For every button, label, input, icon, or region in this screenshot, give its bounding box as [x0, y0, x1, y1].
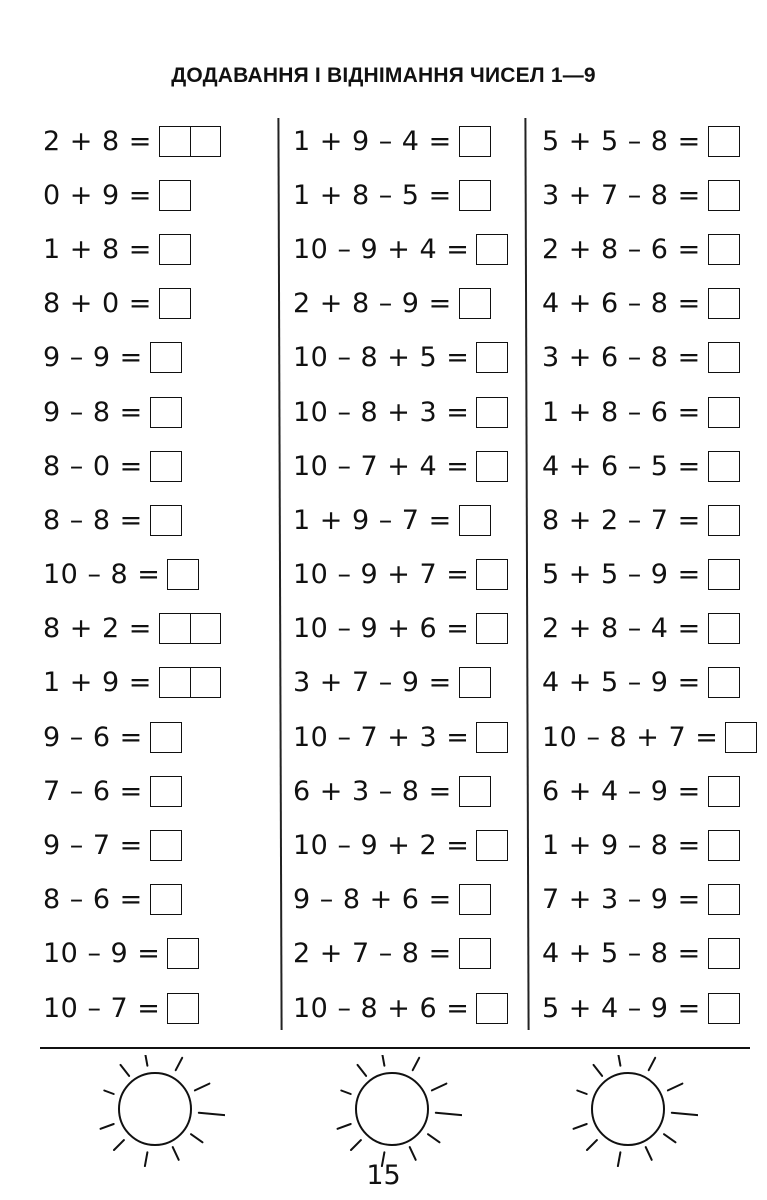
- equation-row: [293, 439, 508, 493]
- equation-text: 9 – 9 =: [43, 342, 143, 374]
- equation-row: [542, 818, 757, 872]
- equation-row: [293, 331, 508, 385]
- equation-row: [542, 764, 757, 818]
- equation-text: 1 + 9 =: [43, 667, 152, 699]
- equation-row: [293, 168, 508, 222]
- answer-box[interactable]: [459, 938, 491, 969]
- equation-row: [293, 656, 508, 710]
- equation-text: 10 – 9 =: [43, 938, 161, 970]
- answer-cell[interactable]: [709, 994, 739, 1023]
- equation-row: [43, 764, 221, 818]
- equation-row: [542, 385, 757, 439]
- equation-row: [43, 222, 221, 276]
- equation-text: 4 + 6 – 5 =: [542, 450, 701, 482]
- answer-cell[interactable]: [709, 560, 739, 589]
- equation-row: [542, 602, 757, 656]
- answer-cell[interactable]: [477, 235, 507, 264]
- answer-cell[interactable]: [160, 235, 190, 264]
- answer-cell[interactable]: [168, 939, 198, 968]
- answer-cell[interactable]: [477, 560, 507, 589]
- equation-text: 10 – 8 + 6 =: [293, 992, 470, 1024]
- answer-box[interactable]: [708, 397, 740, 428]
- equation-row: [293, 277, 508, 331]
- answer-box[interactable]: [150, 776, 182, 807]
- equation-row: [43, 818, 221, 872]
- equation-text: 6 + 3 – 8 =: [293, 775, 452, 807]
- equation-text: 9 – 8 =: [43, 396, 143, 428]
- answer-box[interactable]: [708, 180, 740, 211]
- equation-text: 8 – 6 =: [43, 884, 143, 916]
- answer-box[interactable]: [159, 667, 221, 698]
- equation-text: 9 – 6 =: [43, 721, 143, 753]
- equation-text: 9 – 8 + 6 =: [293, 884, 452, 916]
- answer-cell[interactable]: [709, 452, 739, 481]
- answer-box[interactable]: [159, 126, 221, 157]
- answer-box[interactable]: [459, 776, 491, 807]
- equation-row: [293, 927, 508, 981]
- equation-text: 5 + 5 – 8 =: [542, 125, 701, 157]
- equation-row: [43, 385, 221, 439]
- equation-text: 8 – 0 =: [43, 450, 143, 482]
- equation-text: 10 – 7 + 4 =: [293, 450, 470, 482]
- answer-cell[interactable]: [160, 181, 190, 210]
- equation-row: [542, 656, 757, 710]
- sun-icon: [568, 1055, 698, 1167]
- answer-cell[interactable]: [151, 452, 181, 481]
- answer-box[interactable]: [150, 451, 182, 482]
- answer-box[interactable]: [150, 342, 182, 373]
- column-divider: [524, 118, 529, 1030]
- answer-box[interactable]: [459, 126, 491, 157]
- answer-box[interactable]: [167, 559, 199, 590]
- equation-text: 10 – 8 + 3 =: [293, 396, 470, 428]
- answer-box[interactable]: [708, 776, 740, 807]
- equation-text: 1 + 9 – 8 =: [542, 830, 701, 862]
- answer-box[interactable]: [476, 342, 508, 373]
- equation-text: 8 + 0 =: [43, 288, 152, 320]
- answer-cell[interactable]: [477, 614, 507, 643]
- equation-row: [542, 331, 757, 385]
- answer-cell[interactable]: [709, 939, 739, 968]
- answer-cell[interactable]: [168, 994, 198, 1023]
- answer-cell[interactable]: [160, 289, 190, 318]
- answer-box[interactable]: [708, 830, 740, 861]
- equation-text: 9 – 7 =: [43, 830, 143, 862]
- answer-box[interactable]: [150, 397, 182, 428]
- equation-row: [43, 493, 221, 547]
- answer-box[interactable]: [167, 993, 199, 1024]
- equation-row: [43, 981, 221, 1035]
- answer-box[interactable]: [708, 559, 740, 590]
- answer-box[interactable]: [150, 722, 182, 753]
- equation-text: 1 + 9 – 7 =: [293, 504, 452, 536]
- answer-box[interactable]: [159, 180, 191, 211]
- answer-box[interactable]: [459, 505, 491, 536]
- answer-cell[interactable]: [477, 343, 507, 372]
- answer-cell[interactable]: [709, 831, 739, 860]
- answer-box[interactable]: [708, 505, 740, 536]
- answer-cell[interactable]: [709, 343, 739, 372]
- answer-box[interactable]: [476, 722, 508, 753]
- equation-row: [43, 168, 221, 222]
- equation-row: [542, 277, 757, 331]
- equation-row: [43, 656, 221, 710]
- answer-cell[interactable]: [709, 506, 739, 535]
- equation-row: [293, 764, 508, 818]
- answer-cell[interactable]: [709, 181, 739, 210]
- answer-box[interactable]: [159, 288, 191, 319]
- answer-box[interactable]: [476, 613, 508, 644]
- equation-row: [542, 710, 757, 764]
- equation-row: [542, 873, 757, 927]
- answer-box[interactable]: [459, 884, 491, 915]
- equation-row: [293, 710, 508, 764]
- answer-box[interactable]: [708, 451, 740, 482]
- equation-row: [43, 927, 221, 981]
- answer-cell[interactable]: [460, 885, 490, 914]
- answer-box[interactable]: [708, 613, 740, 644]
- equation-row: [542, 222, 757, 276]
- sun-icon: [332, 1055, 462, 1167]
- answer-box[interactable]: [708, 342, 740, 373]
- answer-cell[interactable]: [151, 723, 181, 752]
- page-number: 15: [366, 1160, 401, 1191]
- answer-cell[interactable]: [709, 885, 739, 914]
- equation-row: [43, 602, 221, 656]
- answer-cell[interactable]: [477, 723, 507, 752]
- equation-row: [43, 548, 221, 602]
- answer-cell[interactable]: [151, 885, 181, 914]
- equation-text: 4 + 5 – 8 =: [542, 938, 701, 970]
- answer-cell[interactable]: [160, 668, 190, 697]
- exercise-column-1: [43, 114, 221, 1035]
- answer-cell[interactable]: [160, 127, 190, 156]
- answer-box[interactable]: [708, 993, 740, 1024]
- answer-cell[interactable]: [151, 831, 181, 860]
- equation-text: 1 + 9 – 4 =: [293, 125, 452, 157]
- answer-box[interactable]: [476, 830, 508, 861]
- equation-text: 2 + 7 – 8 =: [293, 938, 452, 970]
- equation-text: 7 – 6 =: [43, 775, 143, 807]
- equation-text: 7 + 3 – 9 =: [542, 884, 701, 916]
- answer-cell[interactable]: [190, 668, 220, 697]
- page-title: ДОДАВАННЯ І ВІДНІМАННЯ ЧИСЕЛ 1—9: [171, 64, 596, 87]
- equation-row: [293, 222, 508, 276]
- answer-cell[interactable]: [151, 343, 181, 372]
- equation-row: [542, 981, 757, 1035]
- answer-box[interactable]: [159, 234, 191, 265]
- answer-cell[interactable]: [460, 289, 490, 318]
- exercise-column-3: [542, 114, 757, 1035]
- answer-cell[interactable]: [460, 506, 490, 535]
- equation-text: 6 + 4 – 9 =: [542, 775, 701, 807]
- answer-box[interactable]: [708, 938, 740, 969]
- answer-cell[interactable]: [460, 127, 490, 156]
- equation-text: 1 + 8 – 5 =: [293, 179, 452, 211]
- equation-row: [293, 548, 508, 602]
- equation-row: [293, 114, 508, 168]
- answer-cell[interactable]: [151, 506, 181, 535]
- exercise-column-2: [293, 114, 508, 1035]
- answer-box[interactable]: [150, 830, 182, 861]
- answer-box[interactable]: [476, 451, 508, 482]
- equation-row: [542, 493, 757, 547]
- equation-row: [43, 439, 221, 493]
- equation-text: 4 + 5 – 9 =: [542, 667, 701, 699]
- answer-cell[interactable]: [151, 777, 181, 806]
- equation-text: 10 – 9 + 2 =: [293, 830, 470, 862]
- equation-row: [293, 493, 508, 547]
- answer-cell[interactable]: [709, 235, 739, 264]
- answer-box[interactable]: [476, 559, 508, 590]
- answer-cell[interactable]: [477, 831, 507, 860]
- answer-box[interactable]: [159, 613, 221, 644]
- equation-text: 3 + 6 – 8 =: [542, 342, 701, 374]
- equation-text: 10 – 8 + 5 =: [293, 342, 470, 374]
- equation-row: [542, 927, 757, 981]
- equation-text: 8 – 8 =: [43, 504, 143, 536]
- answer-cell[interactable]: [709, 127, 739, 156]
- equation-row: [43, 710, 221, 764]
- equation-text: 8 + 2 – 7 =: [542, 504, 701, 536]
- answer-cell[interactable]: [160, 614, 190, 643]
- answer-box[interactable]: [708, 667, 740, 698]
- equation-row: [542, 114, 757, 168]
- equation-text: 8 + 2 =: [43, 613, 152, 645]
- answer-box[interactable]: [150, 505, 182, 536]
- answer-cell[interactable]: [460, 939, 490, 968]
- answer-cell[interactable]: [168, 560, 198, 589]
- equation-text: 10 – 7 + 3 =: [293, 721, 470, 753]
- equation-text: 0 + 9 =: [43, 179, 152, 211]
- equation-text: 2 + 8 – 4 =: [542, 613, 701, 645]
- equation-text: 2 + 8 – 9 =: [293, 288, 452, 320]
- equation-text: 10 – 7 =: [43, 992, 161, 1024]
- equation-text: 5 + 4 – 9 =: [542, 992, 701, 1024]
- answer-box[interactable]: [167, 938, 199, 969]
- answer-cell[interactable]: [477, 452, 507, 481]
- equation-text: 10 – 9 + 6 =: [293, 613, 470, 645]
- sun-icon: [95, 1055, 225, 1167]
- answer-box[interactable]: [725, 722, 757, 753]
- column-divider: [277, 118, 282, 1030]
- equation-text: 10 – 9 + 7 =: [293, 559, 470, 591]
- answer-cell[interactable]: [477, 398, 507, 427]
- equation-text: 1 + 8 – 6 =: [542, 396, 701, 428]
- answer-cell[interactable]: [190, 614, 220, 643]
- equation-row: [293, 873, 508, 927]
- equation-text: 10 – 8 + 7 =: [542, 721, 719, 753]
- equation-row: [43, 277, 221, 331]
- answer-cell[interactable]: [477, 994, 507, 1023]
- answer-box[interactable]: [476, 397, 508, 428]
- equation-row: [293, 385, 508, 439]
- answer-cell[interactable]: [709, 289, 739, 318]
- answer-cell[interactable]: [151, 398, 181, 427]
- equation-text: 2 + 8 – 6 =: [542, 233, 701, 265]
- equation-row: [542, 439, 757, 493]
- answer-box[interactable]: [708, 126, 740, 157]
- horizontal-rule: [40, 1047, 750, 1049]
- equation-text: 3 + 7 – 8 =: [542, 179, 701, 211]
- equation-row: [542, 168, 757, 222]
- equation-row: [293, 818, 508, 872]
- answer-cell[interactable]: [190, 127, 220, 156]
- answer-cell[interactable]: [709, 777, 739, 806]
- answer-box[interactable]: [476, 234, 508, 265]
- answer-box[interactable]: [708, 234, 740, 265]
- equation-text: 10 – 9 + 4 =: [293, 233, 470, 265]
- answer-cell[interactable]: [709, 668, 739, 697]
- equation-text: 5 + 5 – 9 =: [542, 559, 701, 591]
- equation-row: [43, 331, 221, 385]
- answer-box[interactable]: [459, 180, 491, 211]
- equation-row: [293, 981, 508, 1035]
- equation-row: [542, 548, 757, 602]
- equation-text: 4 + 6 – 8 =: [542, 288, 701, 320]
- answer-cell[interactable]: [460, 777, 490, 806]
- answer-box[interactable]: [476, 993, 508, 1024]
- equation-row: [43, 873, 221, 927]
- answer-cell[interactable]: [460, 668, 490, 697]
- equation-text: 3 + 7 – 9 =: [293, 667, 452, 699]
- answer-cell[interactable]: [709, 398, 739, 427]
- answer-cell[interactable]: [709, 614, 739, 643]
- answer-box[interactable]: [708, 288, 740, 319]
- equation-text: 1 + 8 =: [43, 233, 152, 265]
- equation-text: 10 – 8 =: [43, 559, 161, 591]
- equation-text: 2 + 8 =: [43, 125, 152, 157]
- answer-box[interactable]: [150, 884, 182, 915]
- answer-cell[interactable]: [726, 723, 756, 752]
- answer-box[interactable]: [459, 288, 491, 319]
- equation-row: [293, 602, 508, 656]
- answer-cell[interactable]: [460, 181, 490, 210]
- answer-box[interactable]: [459, 667, 491, 698]
- equation-row: [43, 114, 221, 168]
- answer-box[interactable]: [708, 884, 740, 915]
